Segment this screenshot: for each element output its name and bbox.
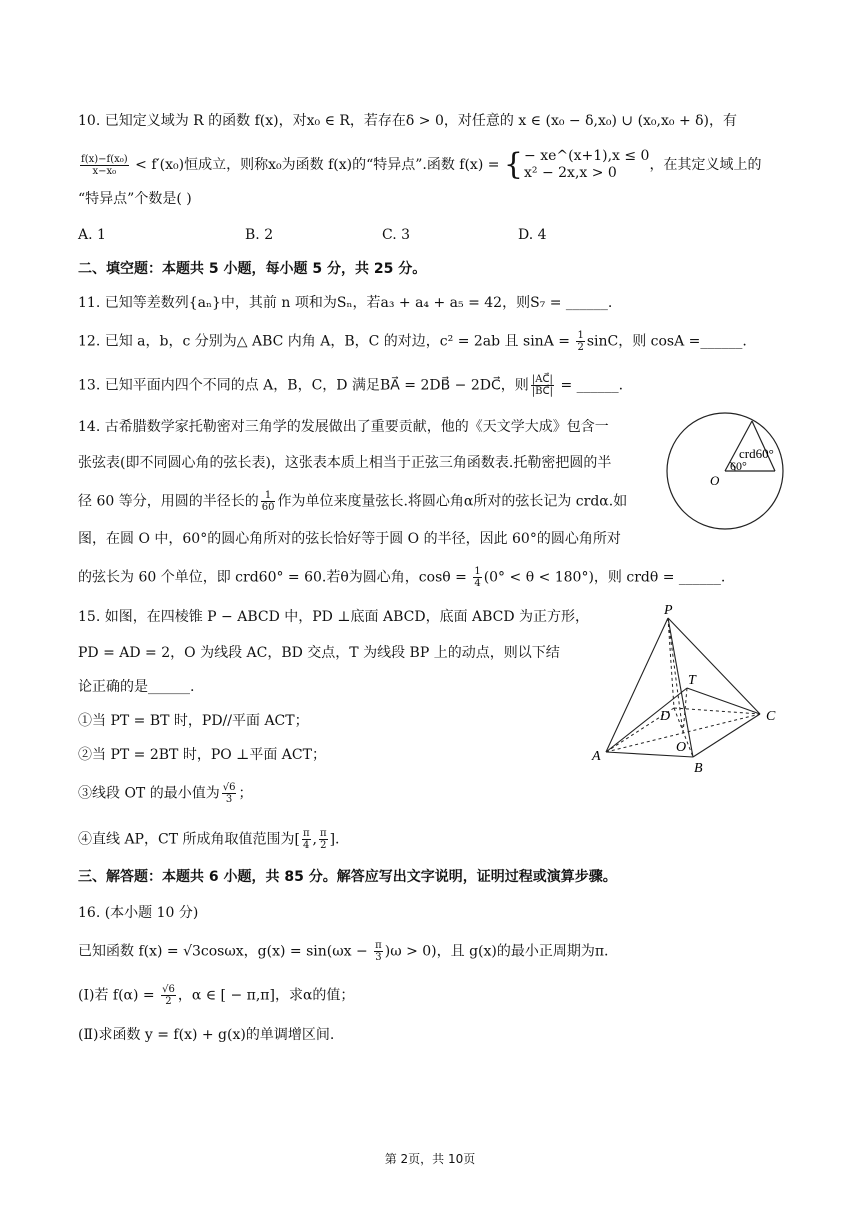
page-footer: 第 2页，共 10页 xyxy=(384,1152,476,1166)
q10-option-a: A. 1 xyxy=(78,227,106,243)
q16-part-1: (Ⅰ)若 f(α) = $\frac{√6}{2}$ ，α ∈ [ − π,π]，求α的值； xyxy=(78,984,355,1007)
chord-label: crd60° xyxy=(739,446,774,461)
label-A: A xyxy=(592,749,601,764)
q14-circle-figure xyxy=(660,408,792,536)
q15-statement-3: ③线段 OT 的最小值为 $\frac{√6}{3}$ ； xyxy=(78,782,253,805)
edge-BC xyxy=(693,714,760,757)
q16-part-2: (Ⅱ)求函数 y = f(x) + g(x)的单调增区间. xyxy=(78,1027,335,1043)
q14-line2: 张弦表(即不同圆心角的弦长表)，这张表本质上相当于正弦三角函数表.托勒密把圆的半 xyxy=(78,455,612,471)
label-T: T xyxy=(688,673,696,688)
section-3-heading: 三、解答题：本题共 6 小题，共 85 分。解答应写出文字说明，证明过程或演算步骤。 xyxy=(78,869,617,885)
label-B: B xyxy=(694,761,703,776)
q14-line4: 图，在圆 O 中，60°的圆心角所对的弦长恰好等于圆 O 的半径，因此 60°的圆心角所对 xyxy=(78,531,621,547)
q14-line1: 14. 古希腊数学家托勒密对三角学的发展做出了重要贡献，他的《天文学大成》包含一 xyxy=(78,419,609,435)
q10-line3: “特异点”个数是( ) xyxy=(78,191,192,207)
q15-statement-4: ④直线 AP，CT 所成角取值范围为[ $\frac{\pi}{4}$ , $\frac{\pi}{2}$ ]. xyxy=(78,828,340,851)
q15-line2: PD = AD = 2，O 为线段 AC，BD 交点，T 为线段 BP 上的动点，则以下结 xyxy=(78,645,560,661)
seg-PO xyxy=(668,618,683,733)
q15-statement-1: ①当 PT = BT 时，PD//平面 ACT； xyxy=(78,713,309,729)
edge-PD xyxy=(668,618,674,708)
center-label: O xyxy=(710,473,720,488)
q14-line5: 的弦长为 60 个单位，即 crd60° = 60.若θ为圆心角，cosθ = $\frac{1}{4}$ (0° < θ < 180°)，则 crdθ = ______. xyxy=(78,566,726,589)
q11: 11. 已知等差数列{aₙ}中，其前 n 项和为Sₙ，若a₃ + a₄ + a₅ = 42，则S₇ = ______. xyxy=(78,295,613,311)
q15-statement-2: ②当 PT = 2BT 时，PO ⊥平面 ACT； xyxy=(78,747,326,763)
q10-line1: 10. 已知定义域为 R 的函数 f(x)，对x₀ ∈ R，若存在δ > 0，对任意的 x ∈ (x₀ − δ,x₀) ∪ (x₀,x₀ + δ)，有 xyxy=(78,113,738,129)
q16-heading: 16. (本小题 10 分) xyxy=(78,905,199,921)
edge-PC xyxy=(668,618,760,714)
q16-stem: 已知函数 f(x) = √3cosωx，g(x) = sin(ωx − $\frac{\pi}{3}$ )ω > 0)，且 g(x)的最小正周期为π. xyxy=(78,940,609,963)
label-O: O xyxy=(676,740,687,755)
q14-line3: 径 60 等分，用圆的半径长的 $\frac{1}{60}$ 作为单位来度量弦长.将圆心角α所对的弦长记为 crdα.如 xyxy=(78,490,628,513)
section-2-heading: 二、填空题：本题共 5 小题，每小题 5 分，共 25 分。 xyxy=(78,261,427,277)
q10-line2: $\frac{\text{f(x)−f(x₀)}}{\text{x−x₀}}$ < f′(x₀)恒成立，则称x₀为函数 f(x)的“特异点”.函数 f(x) = { − xe^(x+1),x ≤ 0 x² − 2x,x > 0 ，在其定义域上的 xyxy=(81,147,762,182)
edge-AT xyxy=(606,688,687,752)
q13: 13. 已知平面内四个不同的点 A，B，C，D 满足BA⃗ = 2DB⃗ − 2DC⃗，则 $\frac{|AC⃗|}{|BC⃗|}$ = ______. xyxy=(78,374,624,397)
q10-option-d: D. 4 xyxy=(518,227,547,243)
label-D: D xyxy=(660,709,671,724)
label-P: P xyxy=(664,603,673,618)
angle-label: 60° xyxy=(730,459,747,473)
q10-option-b: B. 2 xyxy=(245,227,274,243)
q12: 12. 已知 a，b，c 分别为△ ABC 内角 A，B，C 的对边，c² = 2ab 且 sinA = $\frac{1}{2}$ sinC，则 cosA =______. xyxy=(78,330,747,353)
q15-pyramid-figure xyxy=(588,600,788,780)
q10-fraction: $\frac{\text{f(x)−f(x₀)}}{\text{x−x₀}}$ xyxy=(81,153,128,177)
q15-line3: 论正确的是______. xyxy=(78,679,195,695)
q15-line1: 15. 如图，在四棱锥 P − ABCD 中，PD ⊥底面 ABCD，底面 ABCD 为正方形， xyxy=(78,609,590,625)
label-C: C xyxy=(766,709,776,724)
q10-piecewise: − xe^(x+1),x ≤ 0 x² − 2x,x > 0 xyxy=(524,148,650,181)
q10-option-c: C. 3 xyxy=(382,227,411,243)
